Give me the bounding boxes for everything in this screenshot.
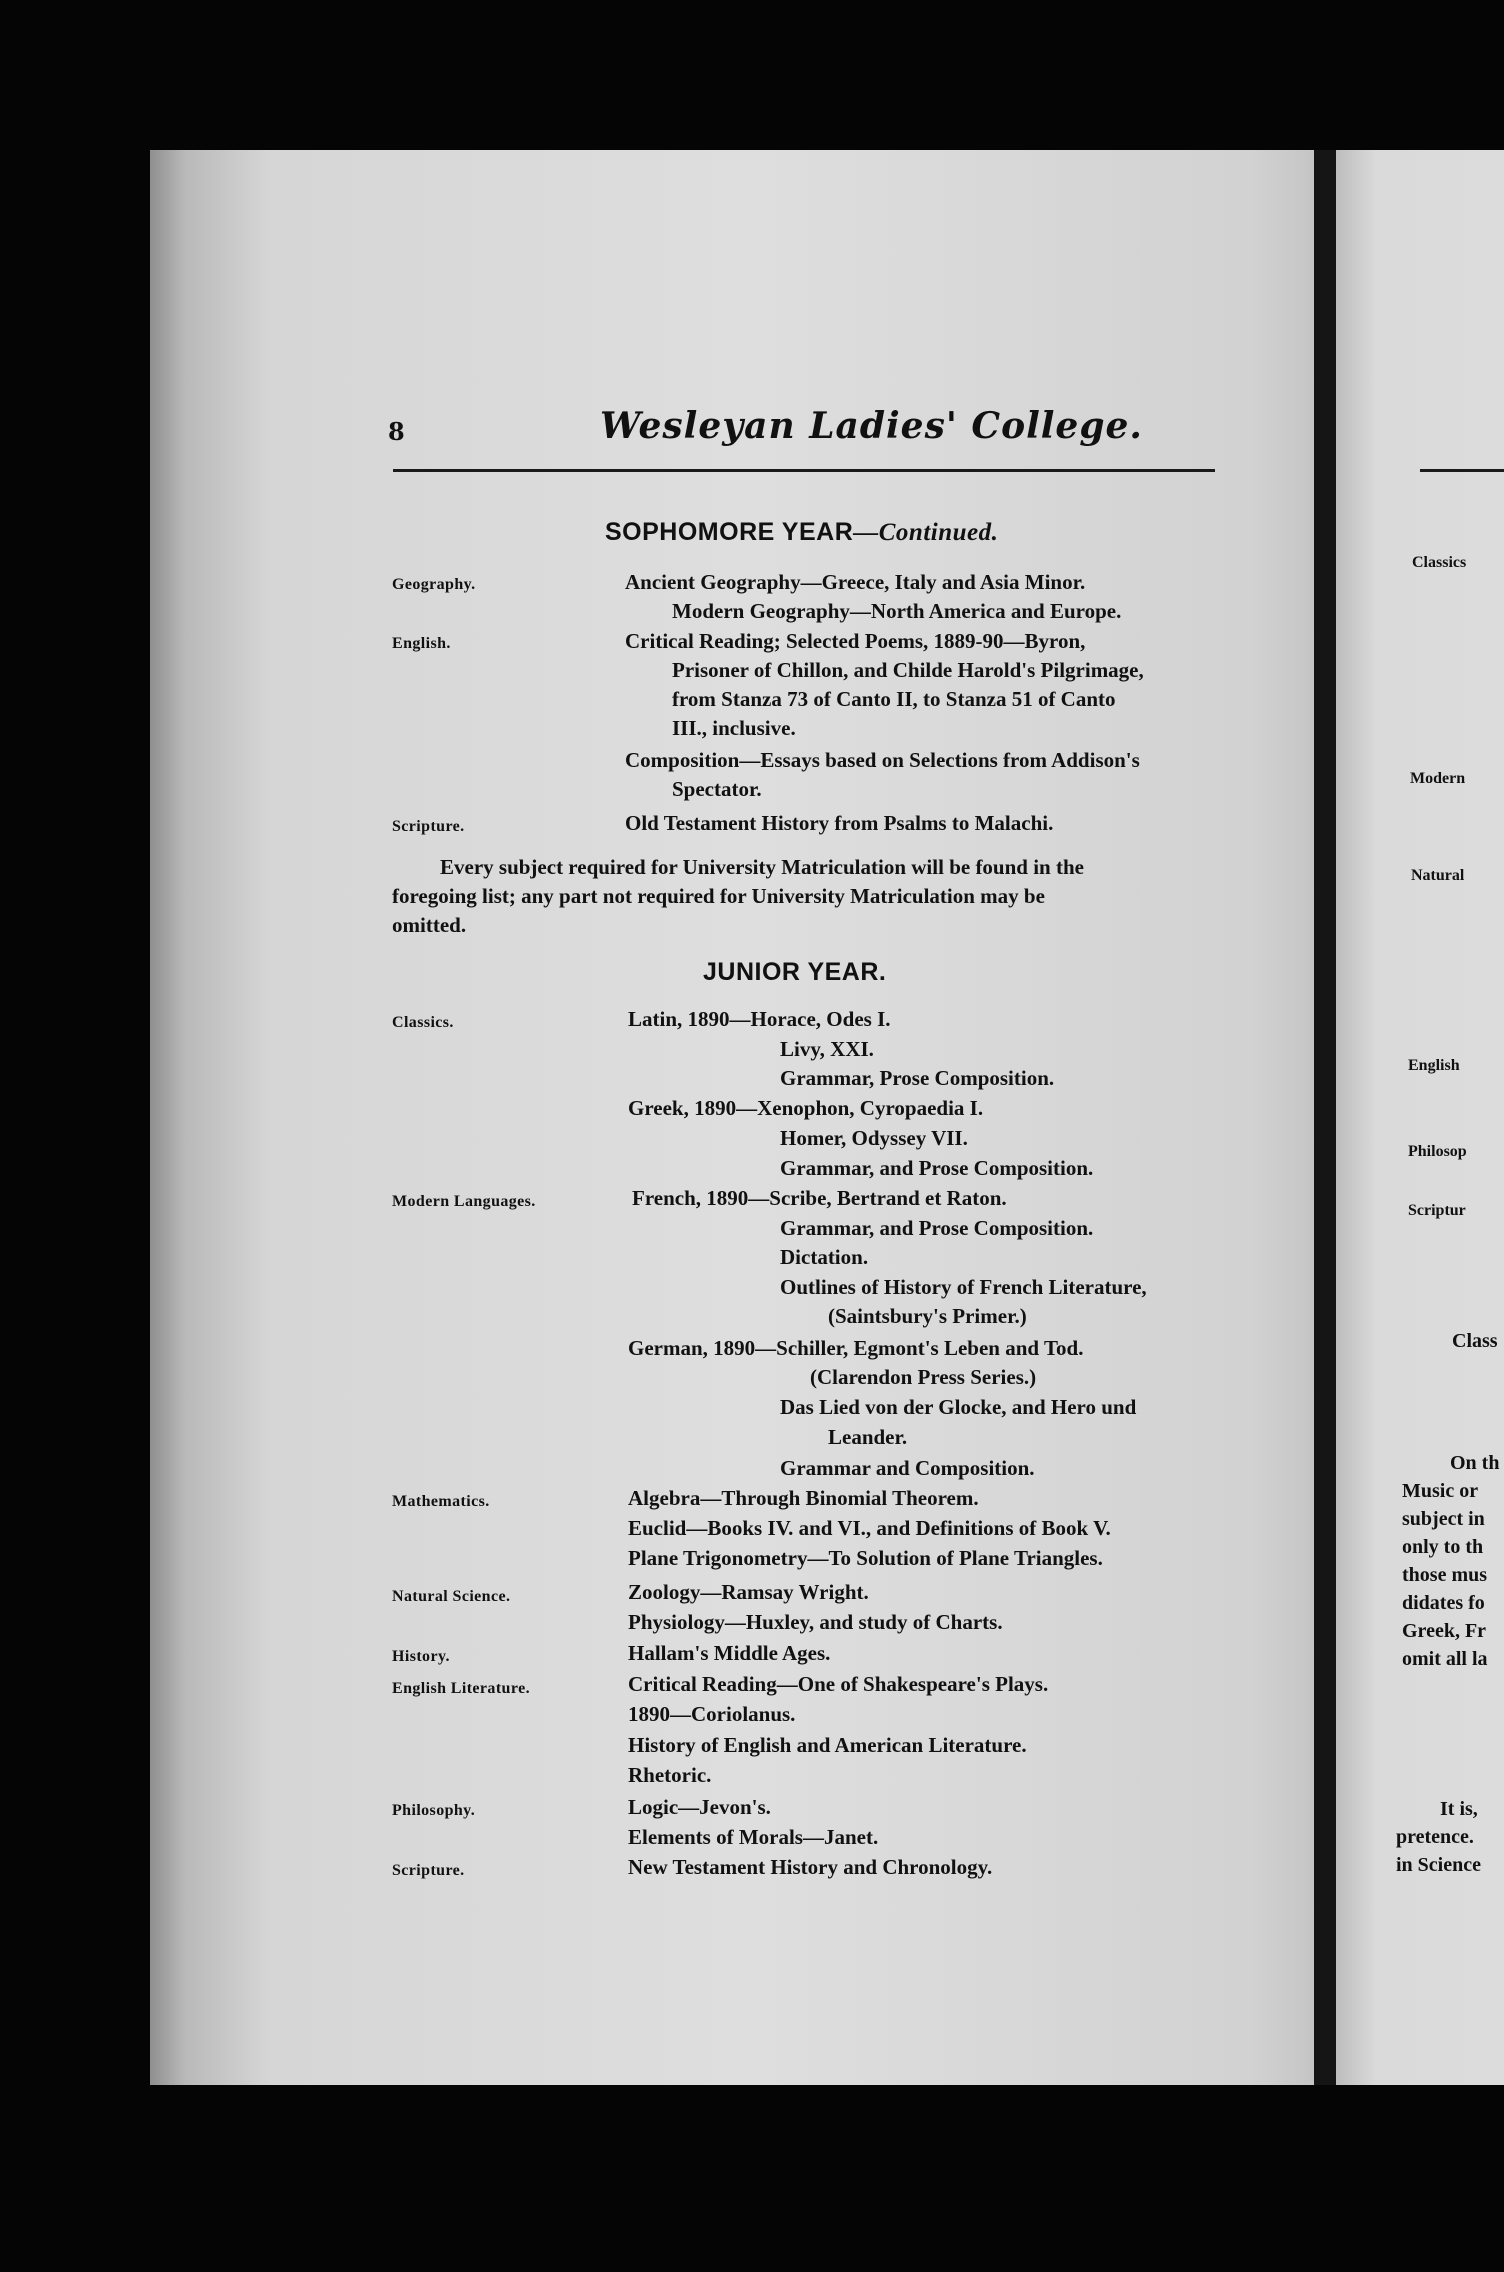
- geography-line: Ancient Geography—Greece, Italy and Asia Minor.: [625, 570, 1086, 594]
- scripture-label: Scripture.: [392, 818, 465, 835]
- page-header-title: Wesleyan Ladies' College.: [600, 405, 1143, 447]
- note-line: omitted.: [392, 913, 467, 937]
- mathematics-label: Mathematics.: [392, 1493, 490, 1510]
- english-line: from Stanza 73 of Canto II, to Stanza 51 of Canto: [672, 687, 1116, 711]
- facing-label: Scriptur: [1408, 1202, 1466, 1219]
- natural-science-label: Natural Science.: [392, 1588, 511, 1605]
- classics-line: Grammar, Prose Composition.: [780, 1066, 1055, 1090]
- modern-line: German, 1890—Schiller, Egmont's Leben and Tod.: [628, 1336, 1084, 1360]
- facing-line: It is,: [1440, 1798, 1478, 1820]
- englit-line: 1890—Coriolanus.: [628, 1702, 796, 1726]
- facing-page: [1336, 150, 1504, 2085]
- classics-line: Greek, 1890—Xenophon, Cyropaedia I.: [628, 1096, 984, 1120]
- sophomore-heading: SOPHOMORE YEAR—Continued.: [605, 518, 999, 546]
- facing-line: only to th: [1402, 1536, 1484, 1558]
- classics-label: Classics.: [392, 1014, 454, 1031]
- modern-line: (Saintsbury's Primer.): [828, 1304, 1027, 1328]
- scripture-line: Old Testament History from Psalms to Malachi.: [625, 811, 1054, 835]
- facing-line: subject in: [1402, 1508, 1485, 1530]
- facing-line: didates fo: [1402, 1592, 1485, 1614]
- facing-line: in Science: [1396, 1854, 1481, 1876]
- philosophy-line: Elements of Morals—Janet.: [628, 1825, 879, 1849]
- facing-label: Classics: [1412, 554, 1467, 571]
- book-gutter: [1314, 150, 1336, 2085]
- modern-line: Leander.: [828, 1425, 908, 1449]
- facing-line: On th: [1450, 1452, 1500, 1474]
- science-line: Physiology—Huxley, and study of Charts.: [628, 1610, 1003, 1634]
- geography-line: Modern Geography—North America and Europe.: [672, 599, 1122, 623]
- philosophy-label: Philosophy.: [392, 1802, 476, 1819]
- facing-label: Natural: [1411, 867, 1465, 884]
- header-rule: [393, 469, 1215, 472]
- englit-line: History of English and American Literature.: [628, 1733, 1027, 1757]
- englit-line: Rhetoric.: [628, 1763, 712, 1787]
- english-line: Critical Reading; Selected Poems, 1889-90—Byron,: [625, 629, 1086, 653]
- modern-languages-label: Modern Languages.: [392, 1193, 536, 1210]
- english-literature-label: English Literature.: [392, 1680, 530, 1697]
- english-line: Prisoner of Chillon, and Childe Harold's Pilgrimage,: [672, 658, 1144, 682]
- modern-line: Outlines of History of French Literature,: [780, 1275, 1147, 1299]
- english-line: Spectator.: [672, 777, 762, 801]
- facing-header-rule: [1420, 469, 1504, 472]
- math-line: Euclid—Books IV. and VI., and Definitions of Book V.: [628, 1516, 1111, 1540]
- facing-line: pretence.: [1396, 1826, 1474, 1848]
- classics-line: Livy, XXI.: [780, 1037, 874, 1061]
- geography-label: Geography.: [392, 576, 476, 593]
- math-line: Plane Trigonometry—To Solution of Plane Triangles.: [628, 1546, 1103, 1570]
- page-number: 8: [388, 417, 405, 446]
- facing-label: Modern: [1410, 770, 1466, 787]
- facing-label: English: [1408, 1057, 1460, 1074]
- science-line: Zoology—Ramsay Wright.: [628, 1580, 869, 1604]
- facing-line: Music or: [1402, 1480, 1479, 1502]
- classics-line: Latin, 1890—Horace, Odes I.: [628, 1007, 891, 1031]
- modern-line: Grammar and Composition.: [780, 1456, 1035, 1480]
- modern-line: Dictation.: [780, 1245, 869, 1269]
- english-line: Composition—Essays based on Selections from Addison's: [625, 748, 1140, 772]
- note-line: foregoing list; any part not required for University Matriculation may be: [392, 884, 1045, 908]
- facing-line: Greek, Fr: [1402, 1620, 1487, 1642]
- english-label: English.: [392, 635, 451, 652]
- modern-line: Grammar, and Prose Composition.: [780, 1216, 1094, 1240]
- english-line: III., inclusive.: [672, 716, 796, 740]
- note-line: Every subject required for University Matriculation will be found in the: [440, 855, 1084, 879]
- junior-scripture-label: Scripture.: [392, 1862, 465, 1879]
- classics-line: Grammar, and Prose Composition.: [780, 1156, 1094, 1180]
- modern-line: French, 1890—Scribe, Bertrand et Raton.: [632, 1186, 1007, 1210]
- facing-line: omit all la: [1402, 1648, 1488, 1670]
- math-line: Algebra—Through Binomial Theorem.: [628, 1486, 979, 1510]
- classics-line: Homer, Odyssey VII.: [780, 1126, 968, 1150]
- history-label: History.: [392, 1648, 450, 1665]
- facing-label: Philosop: [1408, 1143, 1467, 1160]
- englit-line: Critical Reading—One of Shakespeare's Plays.: [628, 1672, 1049, 1696]
- facing-line: those mus: [1402, 1564, 1488, 1586]
- modern-line: (Clarendon Press Series.): [810, 1365, 1037, 1389]
- history-line: Hallam's Middle Ages.: [628, 1641, 831, 1665]
- junior-scripture-line: New Testament History and Chronology.: [628, 1855, 993, 1879]
- philosophy-line: Logic—Jevon's.: [628, 1795, 771, 1819]
- facing-class-word: Class: [1452, 1330, 1498, 1352]
- junior-heading: JUNIOR YEAR.: [703, 958, 887, 986]
- modern-line: Das Lied von der Glocke, and Hero und: [780, 1395, 1137, 1419]
